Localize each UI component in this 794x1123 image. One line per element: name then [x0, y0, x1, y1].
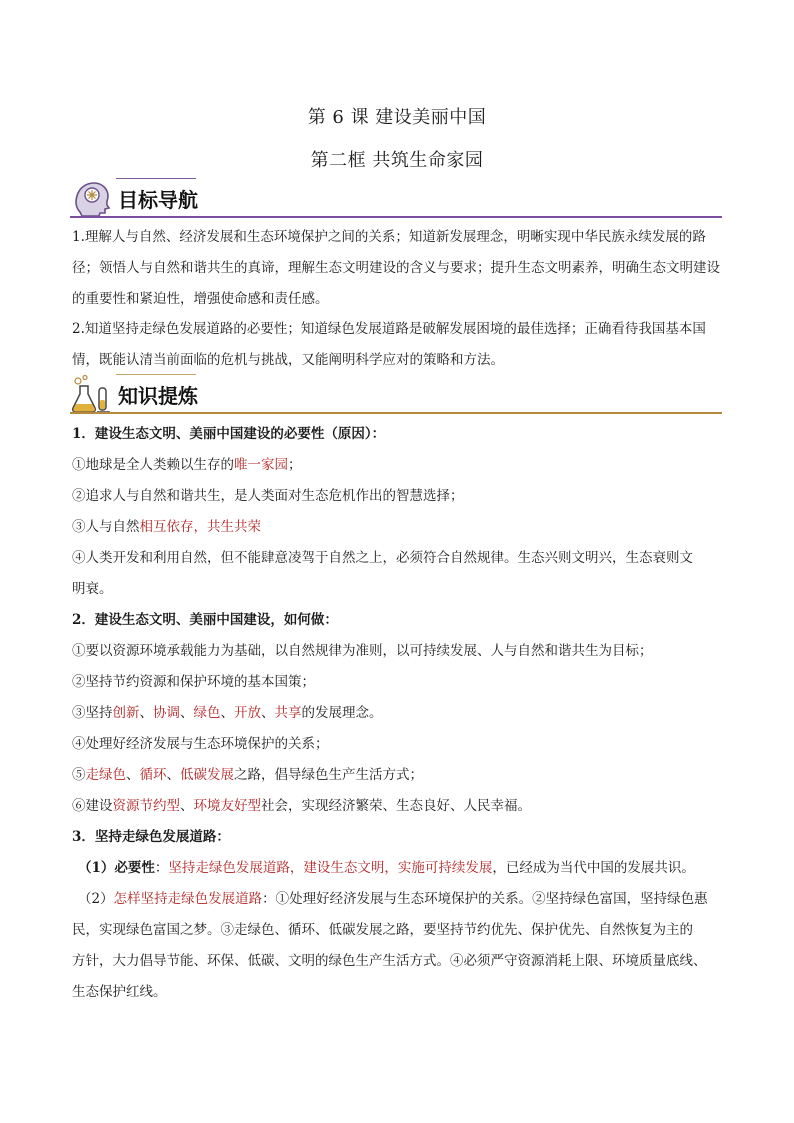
keyword: 怎样坚持走绿色发展道路 — [113, 891, 263, 907]
keyword: 低碳发展 — [180, 767, 234, 783]
q1-answer-4-line1: ④人类开发和利用自然，但不能肆意凌驾于自然之上，必须符合自然规律。生态兴则文明兴，生态衰则文 — [72, 550, 693, 566]
text: 、 — [180, 705, 194, 721]
lesson-title: 第 6 课 建设美丽中国 — [307, 107, 487, 128]
keyword: 走绿色 — [85, 767, 126, 783]
text: 、 — [261, 705, 275, 721]
q2-answer-5 — [72, 760, 724, 791]
header-top-rule — [116, 374, 196, 375]
keyword: 实施可持续发展 — [397, 860, 493, 876]
q2-answer-2: ②坚持节约资源和保护环境的基本国策； — [72, 674, 315, 690]
keyword: 绿色 — [193, 705, 221, 721]
text: 的发展理念。 — [301, 705, 383, 721]
goals-heading: 目标导航 — [118, 188, 198, 212]
q3-how-line3: 方针，大力倡导节能、环保、低碳、文明的绿色生产生活方式。④必须严守资源消耗上限、环境质量底线、 — [72, 953, 707, 969]
section-title: 第二框 共筑生命家园 — [310, 150, 484, 171]
text: 、 — [180, 798, 194, 814]
keyword: 共享 — [274, 705, 302, 721]
keyword: 唯一家园 — [234, 457, 288, 473]
text: 、 — [166, 767, 180, 783]
keyword: 建设生态文明 — [303, 860, 385, 876]
q2-answer-4: ④处理好经济发展与生态环境保护的关系； — [72, 736, 329, 752]
keyword: 资源节约型 — [112, 798, 180, 814]
keyword: 相互依存，共生共荣 — [139, 519, 261, 535]
q1-answer-1 — [72, 450, 724, 481]
q1-title: 1．建设生态文明、美丽中国建设的必要性（原因）： — [72, 426, 386, 442]
text: ③人与自然 — [72, 519, 140, 535]
text: ， — [384, 860, 398, 876]
text: ⑥建设 — [72, 798, 113, 814]
text: ； — [288, 457, 302, 473]
header-bottom-rule — [70, 216, 722, 218]
text: ，已经成为当代中国的发展共识。 — [492, 860, 695, 876]
knowledge-section-header — [70, 374, 722, 414]
text: ⑤ — [72, 767, 86, 783]
label: （1）必要性 — [78, 860, 155, 876]
text: 之路，倡导绿色生产生活方式； — [234, 767, 423, 783]
text: ： — [154, 860, 169, 876]
q3-how-line4: 生态保护红线。 — [72, 984, 167, 1000]
q3-necessity — [78, 853, 730, 884]
q3-how-line2: 民，实现绿色富国之梦。③走绿色、循环、低碳发展之路，要坚持节约优先、保护优先、自然恢复为主的 — [72, 922, 693, 938]
header-bottom-rule — [70, 412, 722, 414]
text: ①地球是全人类赖以生存的 — [72, 457, 234, 473]
brain-head-icon — [70, 178, 114, 218]
keyword: 开放 — [234, 705, 261, 721]
keyword: 循环 — [139, 767, 167, 783]
goal-item-1: 1.理解人与自然、经济发展和生态环境保护之间的关系；知道新发展理念，明晰实现中华民族永续发展的路径；领悟人与自然和谐共生的真谛，理解生态文明建设的含义与要求；提升生态文明素养，明确生态文明建设的重要性和紧迫性，增强使命感和责任感。 — [72, 229, 720, 307]
goals-section-header — [70, 178, 722, 218]
q2-answer-6 — [72, 791, 724, 822]
text: ：①处理好经济发展与生态环境保护的关系。②坚持绿色富国，坚持绿色惠 — [262, 891, 708, 907]
text: 、 — [139, 705, 153, 721]
knowledge-heading: 知识提炼 — [118, 384, 198, 408]
text: 、 — [126, 767, 140, 783]
text: 社会，实现经济繁荣、生态良好、人民幸福。 — [261, 798, 531, 814]
text: ③坚持 — [72, 705, 113, 721]
q2-answer-3 — [72, 698, 724, 729]
q3-how-line1 — [78, 884, 730, 915]
header-top-rule — [116, 178, 196, 179]
q1-answer-2: ②追求人与自然和谐共生，是人类面对生态危机作出的智慧选择； — [72, 488, 464, 504]
keyword: 创新 — [112, 705, 140, 721]
goal-item-2: 2.知道坚持走绿色发展道路的必要性；知道绿色发展道路是破解发展困境的最佳选择；正确看待我国基本国情，既能认清当前面临的危机与挑战，又能阐明科学应对的策略和方法。 — [72, 321, 706, 368]
keyword: 协调 — [153, 705, 180, 721]
q1-answer-4-line2: 明衰。 — [72, 581, 113, 597]
text: （2） — [78, 891, 114, 907]
q2-answer-1: ①要以资源环境承载能力为基础，以自然规律为准则，以可持续发展、人与自然和谐共生为目标； — [72, 643, 653, 659]
lab-flask-icon — [70, 374, 114, 414]
keyword: 环境友好型 — [193, 798, 261, 814]
keyword: 坚持走绿色发展道路 — [168, 860, 290, 876]
text: ， — [289, 860, 304, 876]
q2-title: 2．建设生态文明、美丽中国建设，如何做： — [72, 612, 338, 628]
text: 、 — [220, 705, 234, 721]
q3-title: 3．坚持走绿色发展道路： — [72, 829, 230, 845]
q1-answer-3 — [72, 512, 724, 543]
